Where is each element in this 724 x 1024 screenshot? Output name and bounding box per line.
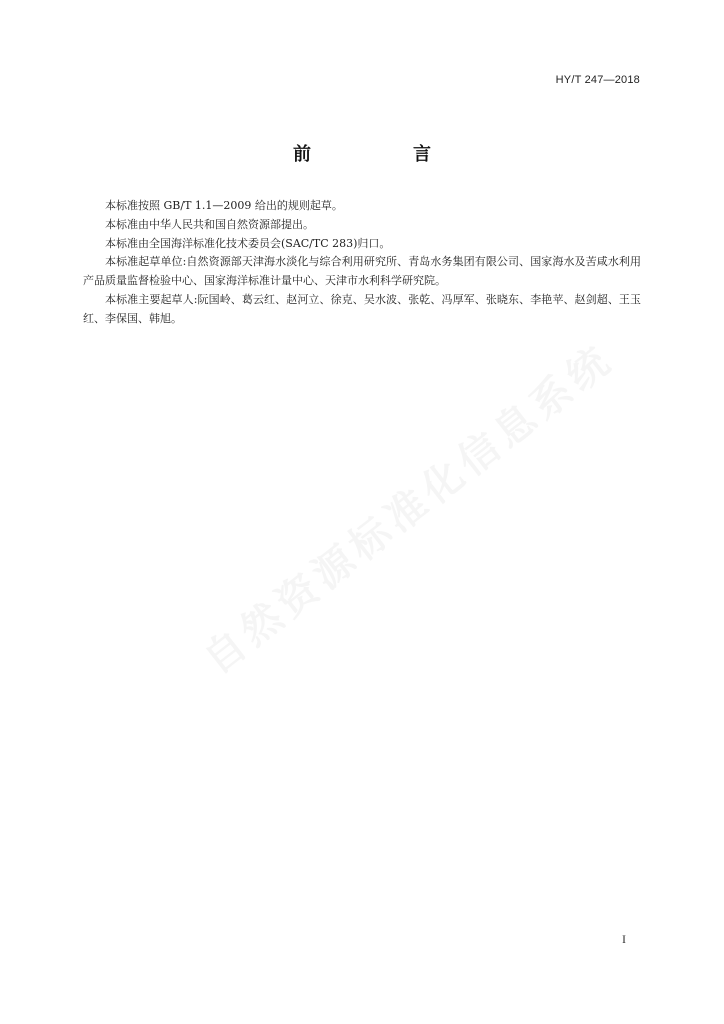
standard-code: HY/T 247—2018 — [555, 74, 640, 86]
paragraph-drafters: 本标准主要起草人:阮国岭、葛云红、赵河立、徐克、吴水波、张乾、冯厚军、张晓东、李艳苹、赵剑超、王玉红、李保国、韩旭。 — [83, 292, 641, 325]
paragraph-drafting-units: 本标准起草单位:自然资源部天津海水淡化与综合利用研究所、青岛水务集团有限公司、国家海水及苦咸水利用产品质量监督检验中心、国家海洋标准计量中心、天津市水利科学研究院。 — [83, 255, 641, 288]
watermark: 自然资源标准化信息系统 — [195, 335, 623, 684]
foreword-body — [83, 197, 641, 329]
page-title: 前 言 — [293, 144, 473, 165]
paragraph-jurisdiction: 本标准由全国海洋标准化技术委员会(SAC/TC 283)归口。 — [105, 236, 391, 250]
paragraph-proposer: 本标准由中华人民共和国自然资源部提出。 — [105, 217, 314, 231]
paragraph-drafting-rules: 本标准按照 GB/T 1.1—2009 给出的规则起草。 — [105, 199, 343, 212]
page-number: I — [622, 932, 626, 946]
